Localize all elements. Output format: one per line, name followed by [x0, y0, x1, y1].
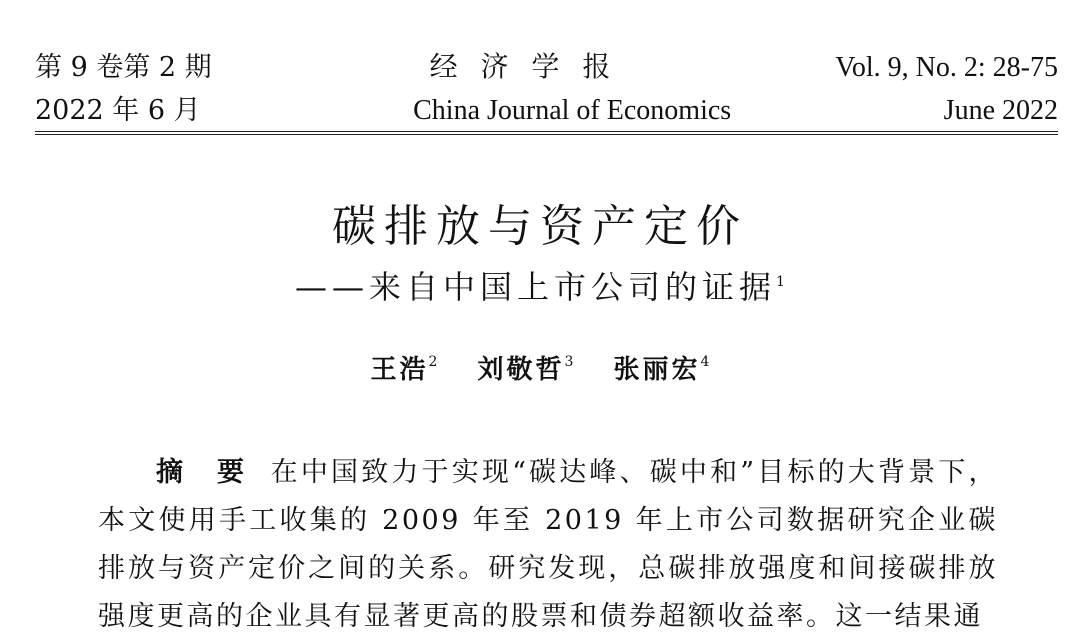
- subtitle-footnote-marker: 1: [776, 274, 785, 290]
- author-name: 刘敬哲: [477, 355, 565, 385]
- author: [614, 355, 710, 385]
- author-footnote-marker: 2: [428, 354, 438, 370]
- abstract-label-char: 要: [217, 457, 244, 488]
- author-name: 王浩: [370, 355, 429, 385]
- author-list: [0, 349, 1080, 386]
- issue-volume: 第 9 卷第 2 期: [35, 52, 212, 83]
- header-rule: [35, 131, 1058, 135]
- abstract-label: [156, 457, 244, 488]
- issue-date-cn: 2022 年 6 月: [35, 95, 201, 126]
- abstract: [98, 449, 998, 641]
- author: [371, 355, 438, 385]
- author: [478, 355, 574, 385]
- author-footnote-marker: 4: [700, 354, 710, 370]
- subtitle-text: ——来自中国上市公司的证据: [295, 268, 777, 306]
- journal-header-row-1: [35, 45, 1058, 85]
- volume-pages: Vol. 9, No. 2: 28-75: [835, 52, 1058, 83]
- author-footnote-marker: 3: [564, 354, 574, 370]
- author-name: 张丽宏: [613, 355, 701, 385]
- journal-name-en: China Journal of Economics: [413, 95, 732, 126]
- abstract-label-char: 摘: [156, 457, 183, 488]
- paper-title: 碳排放与资产定价: [332, 201, 748, 252]
- journal-header-row-2: [35, 88, 1058, 127]
- issue-date-en: June 2022: [943, 95, 1058, 126]
- paper-subtitle: [0, 262, 1080, 308]
- abstract-text: 在中国致力于实现“碳达峰、碳中和”目标的大背景下，本文使用手工收集的 2009 年至 2019 年上市公司数据研究企业碳排放与资产定价之间的关系。研究发现，总碳排放强度和间接碳排放强度更高的企业具有显著更高的股票和债券超额收益率。这一结果通: [98, 457, 998, 632]
- journal-name-cn: 经 济 学 报: [429, 50, 618, 83]
